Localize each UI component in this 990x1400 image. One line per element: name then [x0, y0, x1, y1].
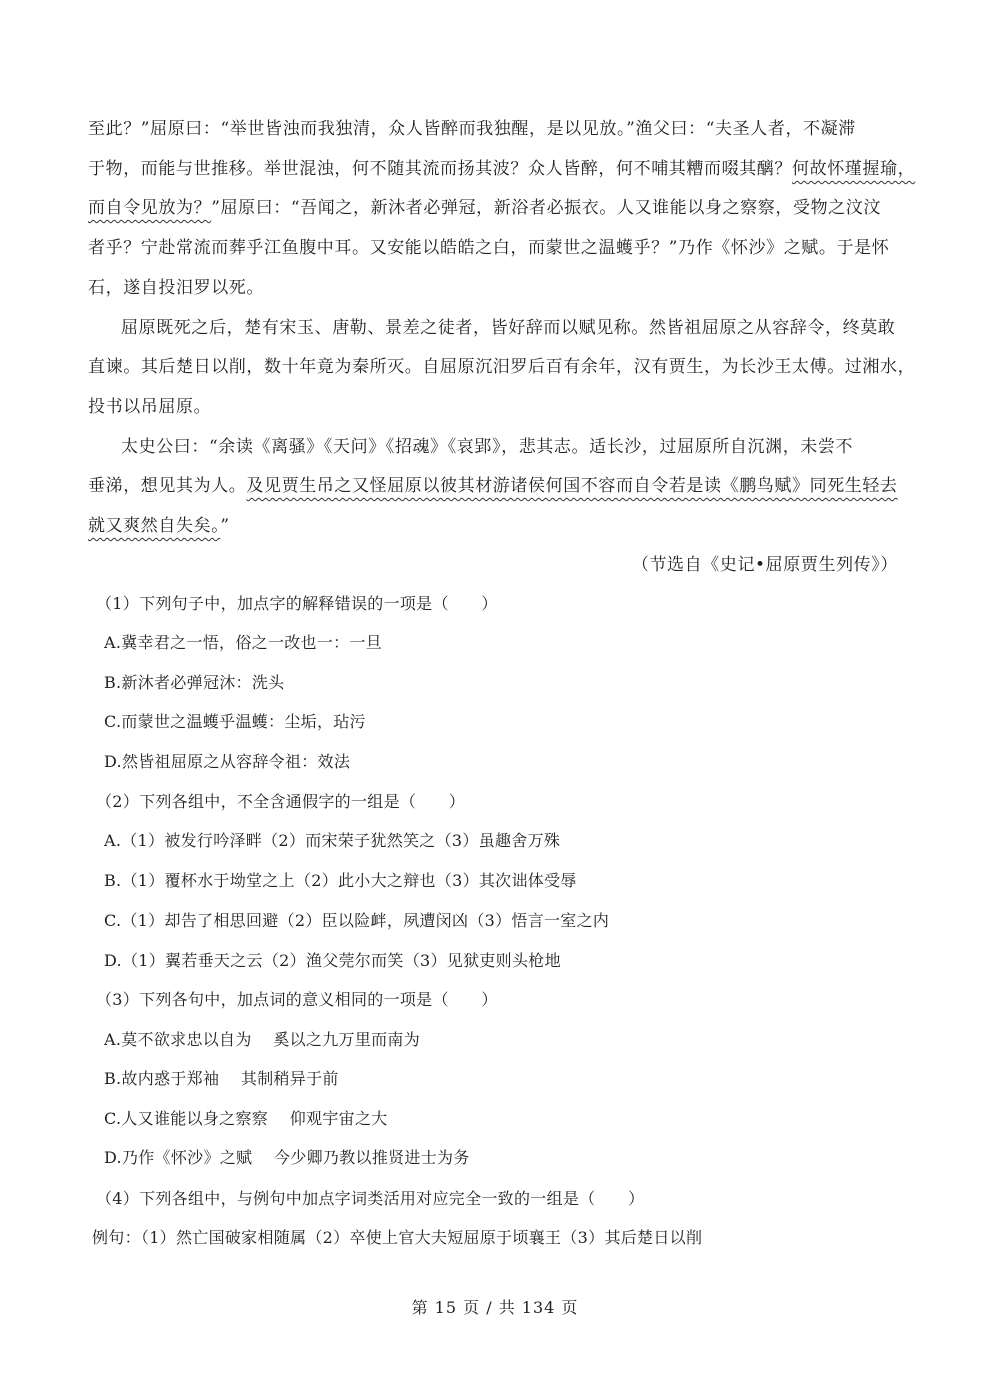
- question-3-option-c: C.人又谁能以身之察察 仰观宇宙之大: [104, 1109, 388, 1128]
- passage-line-5: 石，遂自投汨罗以死。: [88, 278, 264, 298]
- underlined-sentence-1b: 而自令见放为？: [88, 198, 212, 218]
- question-3-option-d: D.乃作《怀沙》之赋 今少卿乃教以推贤进士为务: [104, 1148, 470, 1167]
- underlined-sentence-1a: 何故怀瑾握瑜，: [792, 159, 916, 179]
- passage-line-8: 投书以吊屈原。: [88, 397, 212, 417]
- passage-line-3-text: ”屈原曰：“吾闻之，新沐者必弹冠，新浴者必振衣。人又谁能以身之察察，受物之汶汶: [211, 198, 881, 218]
- question-1-option-a: A.冀幸君之一悟，俗之一改也一：一旦: [104, 633, 383, 652]
- question-3-stem: （3）下列各句中，加点词的意义相同的一项是（ ）: [96, 990, 498, 1009]
- passage-line-11-text: ”: [220, 516, 230, 536]
- question-2-option-a: A.（1）被发行吟泽畔（2）而宋荣子犹然笑之（3）虽趣舍万殊: [104, 831, 561, 850]
- question-3-option-b: B.故内惑于郑袖 其制稍异于前: [104, 1069, 339, 1088]
- passage-line-2-text: 于物，而能与世推移。举世混浊，何不随其流而扬其波？众人皆醉，何不哺其糟而啜其醨？: [88, 159, 792, 179]
- question-4-stem: （4）下列各组中，与例句中加点字词类活用对应完全一致的一组是（ ）: [96, 1189, 645, 1208]
- question-1-option-b: B.新沐者必弹冠沐：洗头: [104, 673, 285, 692]
- question-2-option-d: D.（1）翼若垂天之云（2）渔父莞尔而笑（3）见狱吏则头枪地: [104, 951, 561, 970]
- question-1-option-d: D.然皆祖屈原之从容辞令祖：效法: [104, 752, 351, 771]
- passage-line-3: [88, 196, 881, 220]
- question-1-option-c: C.而蒙世之温蠖乎温蠖：尘垢，玷污: [104, 712, 366, 731]
- underlined-sentence-2a: 及见贾生吊之又怪屈原以彼其材游诸侯何国不容而自令若是读《鹏鸟赋》同死生轻去: [246, 476, 898, 496]
- passage-line-4: 者乎？宁赴常流而葬乎江鱼腹中耳。又安能以皓皓之白，而蒙世之温蠖乎？”乃作《怀沙》之赋。于是怀: [88, 238, 890, 258]
- passage-line-10: [88, 474, 898, 498]
- question-2-option-b: B.（1）覆杯水于坳堂之上（2）此小大之辩也（3）其次诎体受辱: [104, 871, 577, 890]
- passage-line-1: 至此？”屈原曰：“举世皆浊而我独清，众人皆醉而我独醒，是以见放。”渔父曰：“夫圣人者，不凝滞: [88, 119, 856, 139]
- page-number: 第 15 页 / 共 134 页: [411, 1298, 579, 1317]
- question-3-option-a: A.莫不欲求忠以自为 奚以之九万里而南为: [104, 1030, 421, 1049]
- underlined-sentence-2b: 就又爽然自失矣。: [88, 516, 221, 536]
- passage-line-9: 太史公曰：“余读《离骚》《天问》《招魂》《哀郢》，悲其志。适长沙，过屈原所自沉渊，未尝不: [121, 437, 854, 457]
- passage-line-6: 屈原既死之后，楚有宋玉、唐勒、景差之徒者，皆好辞而以赋见称。然皆祖屈原之从容辞令，终莫敢: [121, 318, 896, 338]
- passage-line-2: [88, 157, 915, 181]
- passage-line-7: 直谏。其后楚日以削，数十年竟为秦所灭。自屈原沉汨罗后百有余年，汉有贾生，为长沙王太傅。过湘水，: [88, 357, 916, 377]
- question-1-stem: （1）下列句子中，加点字的解释错误的一项是（ ）: [96, 594, 498, 613]
- passage-line-11: [88, 514, 230, 538]
- question-2-stem: （2）下列各组中，不全含通假字的一组是（ ）: [96, 792, 466, 811]
- question-2-option-c: C.（1）却告了相思回避（2）臣以险衅，夙遭闵凶（3）悟言一室之内: [104, 911, 610, 930]
- question-4-example: 例句：（1）然亡国破家相随属（2）卒使上官大夫短屈原于顷襄王（3）其后楚日以削: [92, 1228, 703, 1247]
- passage-source: （节选自《史记•屈原贾生列传》）: [631, 555, 898, 575]
- passage-line-10-text: 垂涕，想见其为人。: [88, 476, 247, 496]
